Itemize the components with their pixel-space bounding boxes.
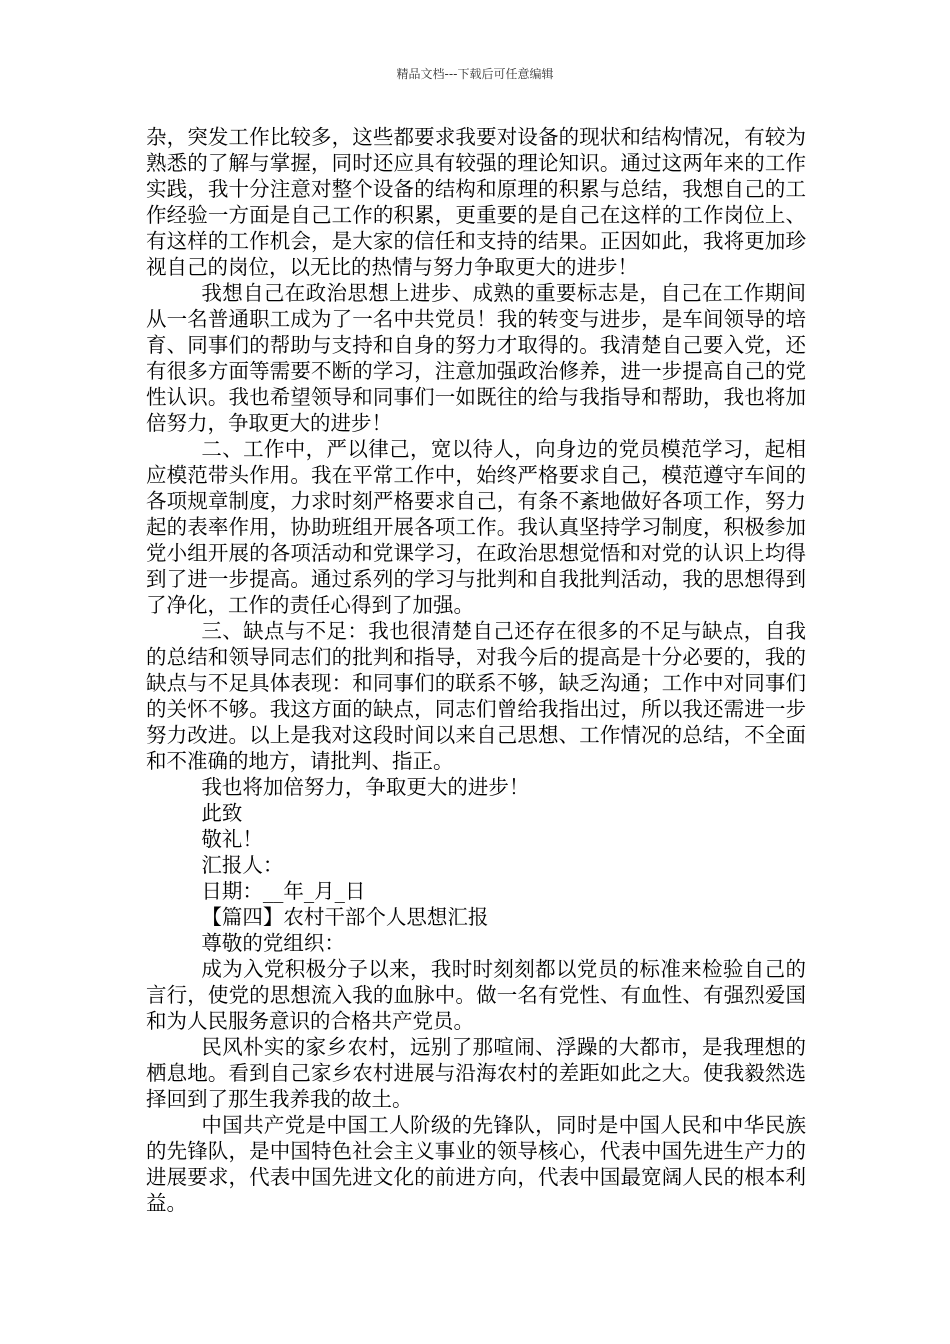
page-header: 精品文档---下载后可任意编辑 [396, 67, 554, 81]
paragraph-continuation: 杂，突发工作比较多，这些都要求我要对设备的现状和结构情况，有较为熟悉的了解与掌握，同时还应具有较强的理论知识。通过这两年来的工作实践，我十分注意对整个设备的结构和原理的积累与总结，我想自己的工作经验一方面是自己工作的积累，更重要的是自己在这样的工作岗位上、有这样的工作机会，是大家的信任和支持的结果。正因如此，我将更加珍视自己的岗位，以无比的热情与努力争取更大的进步！ [146, 125, 806, 279]
salutation-jingli: 敬礼！ [201, 827, 263, 851]
paragraph-political-progress: 我想自己在政治思想上进步、成熟的重要标志是，自己在工作期间从一名普通职工成为了一名中共党员！我的转变与进步，是车间领导的培育、同事们的帮助与支持和自身的努力才取得的。我清楚自己要入党，还有很多方面等需要不断的学习，注意加强政治修养，进一步提高自己的党性认识。我也希望领导和同事们一如既往的给与我指导和帮助，我也将加倍努力，争取更大的进步！ [146, 281, 806, 435]
salutation-cizhi: 此致 [201, 801, 243, 825]
paragraph-section-two: 二、工作中，严以律己，宽以待人，向身边的党员模范学习，起相应模范带头作用。我在平常工作中，始终严格要求自己，模范遵守车间的各项规章制度，力求时刻严格要求自己，有条不紊地做好各项工作，努力起的表率作用，协助班组开展各项工作。我认真坚持学习制度，积极参加党小组开展的各项活动和党课学习，在政治思想觉悟和对党的认识上均得到了进一步提高。通过系列的学习与批判和自我批判活动，我的思想得到了净化，工作的责任心得到了加强。 [146, 437, 806, 617]
section-heading-part-four: 【篇四】农村干部个人思想汇报 [201, 905, 489, 929]
date-line: 日期：__年_月_日 [201, 879, 366, 903]
closing-statement: 我也将加倍努力，争取更大的进步！ [201, 775, 530, 799]
paragraph-hometown: 民风朴实的家乡农村，远别了那喧闹、浮躁的大都市，是我理想的栖息地。看到自己家乡农村进展与沿海农村的差距如此之大。使我毅然选择回到了那生我养我的故土。 [146, 1035, 806, 1111]
greeting-line: 尊敬的党组织： [201, 931, 345, 955]
paragraph-section-three: 三、缺点与不足：我也很清楚自己还存在很多的不足与缺点，自我的总结和领导同志们的批判和指导，对我今后的提高是十分必要的，我的缺点与不足具体表现：和同事们的联系不够，缺乏沟通；工作中对同事们的关怀不够。我这方面的缺点，同志们曾给我指出过，所以我还需进一步努力改进。以上是我对这段时间以来自己思想、工作情况的总结，不全面和不准确的地方，请批判、指正。 [146, 619, 806, 773]
paragraph-party-vanguard: 中国共产党是中国工人阶级的先锋队，同时是中国人民和中华民族的先锋队，是中国特色社会主义事业的领导核心，代表中国先进生产力的进展要求，代表中国先进文化的前进方向，代表中国最宽阔人民的根本利益。 [146, 1113, 806, 1215]
document-body [146, 124, 806, 1216]
paragraph-activist: 成为入党积极分子以来，我时时刻刻都以党员的标准来检验自己的言行，使党的思想流入我的血脉中。做一名有党性、有血性、有强烈爱国和为人民服务意识的合格共产党员。 [146, 957, 806, 1033]
reporter-line: 汇报人： [201, 853, 284, 877]
